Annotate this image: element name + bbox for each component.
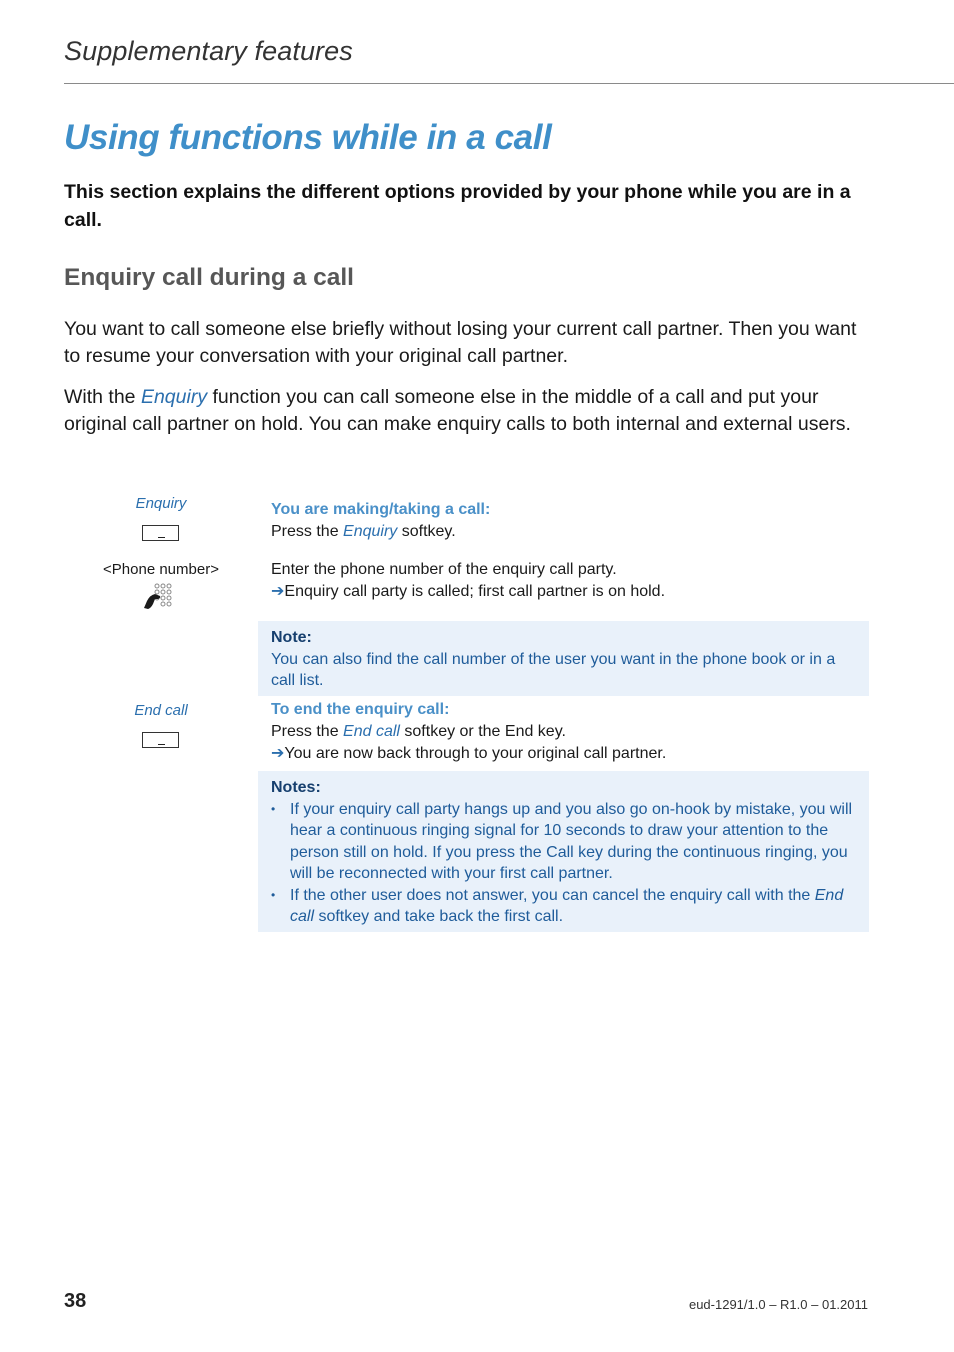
step-enquiry-text-after: softkey. xyxy=(397,523,456,540)
header-divider xyxy=(64,83,954,84)
step-phone-number-text: Enter the phone number of the enquiry call party. xyxy=(271,561,617,578)
paragraph-2-after: function you can call someone else in the middle of a call and put your original call partner on hold. You can make enquiry calls to both internal and external users. xyxy=(64,386,851,435)
end-call-softkey-label: End call xyxy=(134,702,188,719)
notes-bullet-1: If your enquiry call party hangs up and you also go on-hook by mistake, you will hear a continuous ringing signal for 10 seconds to draw your attention to the person still on hold. If you press the Call key during the continuous ringing, you will be reconnected with your first call partner. xyxy=(290,800,853,882)
notes-title: Notes: xyxy=(271,779,321,796)
page-title: Using functions while in a call xyxy=(64,118,552,157)
softkey-icon[interactable] xyxy=(142,732,179,748)
step-enquiry xyxy=(271,499,861,543)
step-end-call-result: You are now back through to your original call partner. xyxy=(284,745,667,762)
page-number: 38 xyxy=(64,1290,87,1312)
notes-bullet-2-after: softkey and take back the first call. xyxy=(314,908,564,925)
phone-number-label: <Phone number> xyxy=(103,561,219,578)
hand-keypad-icon xyxy=(142,582,176,610)
notes-box xyxy=(258,771,869,932)
paragraph-2 xyxy=(64,384,864,438)
step-end-call-lead: To end the enquiry call: xyxy=(271,701,450,718)
step-end-call-text-after: softkey or the End key. xyxy=(399,723,566,740)
note-title: Note: xyxy=(271,629,312,646)
paragraph-2-before: With the xyxy=(64,386,141,408)
notes-bullet-2-before: If the other user does not answer, you can cancel the enquiry call with the xyxy=(290,886,815,904)
enquiry-softkey-label: Enquiry xyxy=(135,495,187,512)
document-reference: eud-1291/1.0 – R1.0 – 01.2011 xyxy=(688,1297,868,1312)
notes-list-item xyxy=(271,799,855,885)
step-end-call xyxy=(271,699,861,765)
step-end-call-softkey-name: End call xyxy=(343,723,400,740)
notes-list-item xyxy=(271,885,855,928)
notes-list xyxy=(271,799,855,928)
step-enquiry-text-before: Press the xyxy=(271,523,344,540)
section-header: Supplementary features xyxy=(64,36,353,66)
step-enquiry-softkey-name: Enquiry xyxy=(343,523,398,540)
result-arrow-icon: ➔ xyxy=(271,583,285,600)
softkey-icon[interactable] xyxy=(142,525,179,541)
result-arrow-icon: ➔ xyxy=(271,745,285,762)
step-phone-number-result: Enquiry call party is called; first call partner is on hold. xyxy=(284,583,666,600)
subheading: Enquiry call during a call xyxy=(64,264,354,291)
intro-text: This section explains the different options provided by your phone while you are in a call. xyxy=(64,181,851,231)
paragraph-1: You want to call someone else briefly without losing your current call partner. Then you want to resume your conversation with your original call partner. xyxy=(64,318,857,367)
step-end-call-text-before: Press the xyxy=(271,723,344,740)
notes-bullet-2-softkey: End call xyxy=(290,886,844,925)
enquiry-term: Enquiry xyxy=(140,386,208,408)
step-enquiry-lead: You are making/taking a call: xyxy=(271,501,491,518)
note-box xyxy=(258,621,869,696)
step-phone-number xyxy=(271,559,861,603)
note-text: You can also find the call number of the user you want in the phone book or in a call list. xyxy=(271,650,836,689)
